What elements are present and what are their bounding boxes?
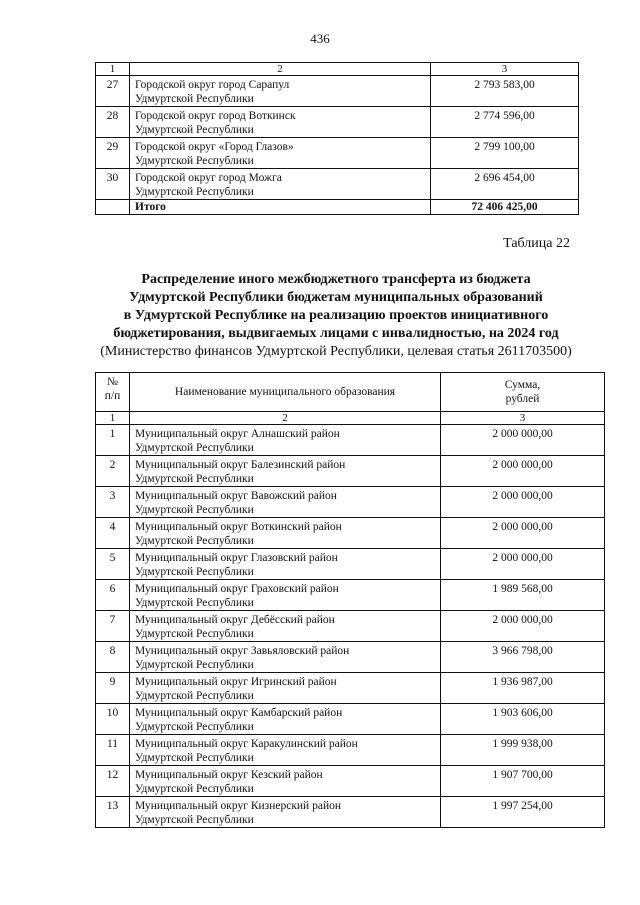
- municipality-name-line1: Муниципальный округ Глазовский район: [135, 552, 338, 564]
- amount: 2 774 596,00: [431, 107, 579, 138]
- continued-table: [95, 62, 579, 215]
- municipality-name: [130, 673, 441, 704]
- total-amount: 72 406 425,00: [431, 200, 579, 215]
- municipality-name-line1: Городской округ город Можга: [135, 172, 282, 184]
- municipality-name-line1: Муниципальный округ Камбарский район: [135, 707, 343, 719]
- municipality-name-line2: Удмуртской Республики: [135, 473, 254, 485]
- table-row: [96, 138, 579, 169]
- row-number: 9: [96, 673, 130, 704]
- municipality-name: [130, 76, 431, 107]
- municipality-name-line2: Удмуртской Республики: [135, 566, 254, 578]
- table-row: [96, 425, 605, 456]
- municipality-name: [130, 138, 431, 169]
- row-number: 29: [96, 138, 130, 169]
- table-row: [96, 797, 605, 828]
- table-row: [96, 456, 605, 487]
- municipality-name: [130, 580, 441, 611]
- amount: 1 907 700,00: [441, 766, 605, 797]
- municipality-name: [130, 611, 441, 642]
- total-row: [96, 200, 579, 215]
- amount: 1 989 568,00: [441, 580, 605, 611]
- municipality-name-line1: Муниципальный округ Балезинский район: [135, 459, 346, 471]
- table-row: [96, 673, 605, 704]
- header-sum-line1: Сумма,: [504, 379, 541, 391]
- municipality-name: [130, 518, 441, 549]
- amount: 2 000 000,00: [441, 456, 605, 487]
- title-line: в Удмуртской Республике на реализацию проектов инициативного: [123, 308, 549, 323]
- municipality-name-line1: Муниципальный округ Кезский район: [135, 769, 323, 781]
- municipality-name-line2: Удмуртской Республики: [135, 814, 254, 826]
- column-number: 1: [96, 63, 130, 76]
- row-number: 8: [96, 642, 130, 673]
- row-number: 2: [96, 456, 130, 487]
- table-row: [96, 518, 605, 549]
- row-number: 13: [96, 797, 130, 828]
- municipality-name-line2: Удмуртской Республики: [135, 504, 254, 516]
- municipality-name-line2: Удмуртской Республики: [135, 628, 254, 640]
- municipality-name: [130, 766, 441, 797]
- municipality-name: [130, 704, 441, 735]
- municipality-name: [130, 456, 441, 487]
- total-label: Итого: [130, 200, 431, 215]
- distribution-table: [95, 372, 605, 828]
- header-name: Наименование муниципального образования: [130, 373, 441, 412]
- table-row: [96, 642, 605, 673]
- row-number: 4: [96, 518, 130, 549]
- municipality-name: [130, 642, 441, 673]
- title-line: Удмуртской Республики бюджетам муниципальных образований: [129, 290, 543, 305]
- municipality-name: [130, 487, 441, 518]
- municipality-name: [130, 735, 441, 766]
- amount: 1 997 254,00: [441, 797, 605, 828]
- row-number: 3: [96, 487, 130, 518]
- municipality-name: [130, 169, 431, 200]
- municipality-name-line2: Удмуртской Республики: [135, 155, 254, 167]
- row-number: 28: [96, 107, 130, 138]
- row-number: 6: [96, 580, 130, 611]
- row-number: 27: [96, 76, 130, 107]
- header-number-sign: №: [107, 376, 118, 388]
- amount: 2 000 000,00: [441, 425, 605, 456]
- municipality-name: [130, 425, 441, 456]
- title-line: бюджетирования, выдвигаемых лицами с инвалидностью, на 2024 год: [113, 326, 559, 341]
- amount: 1 999 938,00: [441, 735, 605, 766]
- table-row: [96, 704, 605, 735]
- table-row: [96, 107, 579, 138]
- municipality-name-line2: Удмуртской Республики: [135, 690, 254, 702]
- municipality-name-line2: Удмуртской Республики: [135, 752, 254, 764]
- municipality-name-line1: Муниципальный округ Вавожский район: [135, 490, 337, 502]
- column-number: 1: [96, 412, 130, 425]
- page-number: 436: [310, 31, 330, 46]
- municipality-name-line1: Муниципальный округ Воткинский район: [135, 521, 342, 533]
- row-number: 30: [96, 169, 130, 200]
- amount: 2 799 100,00: [431, 138, 579, 169]
- table-row: [96, 487, 605, 518]
- row-number: 7: [96, 611, 130, 642]
- document-title: [60, 271, 612, 343]
- municipality-name-line1: Муниципальный округ Алнашский район: [135, 428, 340, 440]
- municipality-name-line2: Удмуртской Республики: [135, 597, 254, 609]
- municipality-name-line2: Удмуртской Республики: [135, 124, 254, 136]
- row-number: 11: [96, 735, 130, 766]
- amount: 3 966 798,00: [441, 642, 605, 673]
- table-row: [96, 611, 605, 642]
- municipality-name-line2: Удмуртской Республики: [135, 659, 254, 671]
- table-label: Таблица 22: [503, 236, 570, 251]
- table-row: [96, 766, 605, 797]
- total-number-cell: [96, 200, 130, 215]
- municipality-name: [130, 797, 441, 828]
- municipality-name: [130, 549, 441, 580]
- header-number: [96, 373, 130, 412]
- municipality-name-line1: Муниципальный округ Кизнерский район: [135, 800, 342, 812]
- table-row: [96, 549, 605, 580]
- title-line: Распределение иного межбюджетного трансферта из бюджета: [141, 272, 531, 287]
- row-number: 10: [96, 704, 130, 735]
- municipality-name-line2: Удмуртской Республики: [135, 186, 254, 198]
- municipality-name-line1: Муниципальный округ Завьяловский район: [135, 645, 350, 657]
- municipality-name-line1: Городской округ «Город Глазов»: [135, 141, 294, 153]
- municipality-name-line1: Муниципальный округ Игринский район: [135, 676, 337, 688]
- municipality-name-line1: Городской округ город Сарапул: [135, 79, 290, 91]
- row-number: 5: [96, 549, 130, 580]
- amount: 2 000 000,00: [441, 518, 605, 549]
- header-number-abbr: п/п: [104, 390, 121, 402]
- amount: 2 000 000,00: [441, 487, 605, 518]
- column-number: 2: [130, 63, 431, 76]
- table-row: [96, 76, 579, 107]
- table-row: [96, 580, 605, 611]
- municipality-name-line2: Удмуртской Республики: [135, 721, 254, 733]
- municipality-name-line2: Удмуртской Республики: [135, 535, 254, 547]
- column-number: 2: [130, 412, 441, 425]
- column-number: 3: [441, 412, 605, 425]
- municipality-name-line1: Городской округ город Воткинск: [135, 110, 296, 122]
- amount: 2 696 454,00: [431, 169, 579, 200]
- municipality-name-line1: Муниципальный округ Дебёсский район: [135, 614, 335, 626]
- column-number-row: [96, 412, 605, 425]
- municipality-name: [130, 107, 431, 138]
- column-number-row: [96, 63, 579, 76]
- municipality-name-line1: Муниципальный округ Каракулинский район: [135, 738, 358, 750]
- municipality-name-line2: Удмуртской Республики: [135, 442, 254, 454]
- table-row: [96, 735, 605, 766]
- municipality-name-line2: Удмуртской Республики: [135, 783, 254, 795]
- header-sum: [441, 373, 605, 412]
- municipality-name-line2: Удмуртской Республики: [135, 93, 254, 105]
- document-subtitle: (Министерство финансов Удмуртской Республики, целевая статья 2611703500): [100, 344, 572, 359]
- table-header-row: [96, 373, 605, 412]
- row-number: 12: [96, 766, 130, 797]
- municipality-name-line1: Муниципальный округ Граховский район: [135, 583, 339, 595]
- row-number: 1: [96, 425, 130, 456]
- amount: 2 000 000,00: [441, 611, 605, 642]
- amount: 1 903 606,00: [441, 704, 605, 735]
- amount: 1 936 987,00: [441, 673, 605, 704]
- column-number: 3: [431, 63, 579, 76]
- amount: 2 000 000,00: [441, 549, 605, 580]
- amount: 2 793 583,00: [431, 76, 579, 107]
- table-row: [96, 169, 579, 200]
- header-sum-line2: рублей: [505, 393, 540, 405]
